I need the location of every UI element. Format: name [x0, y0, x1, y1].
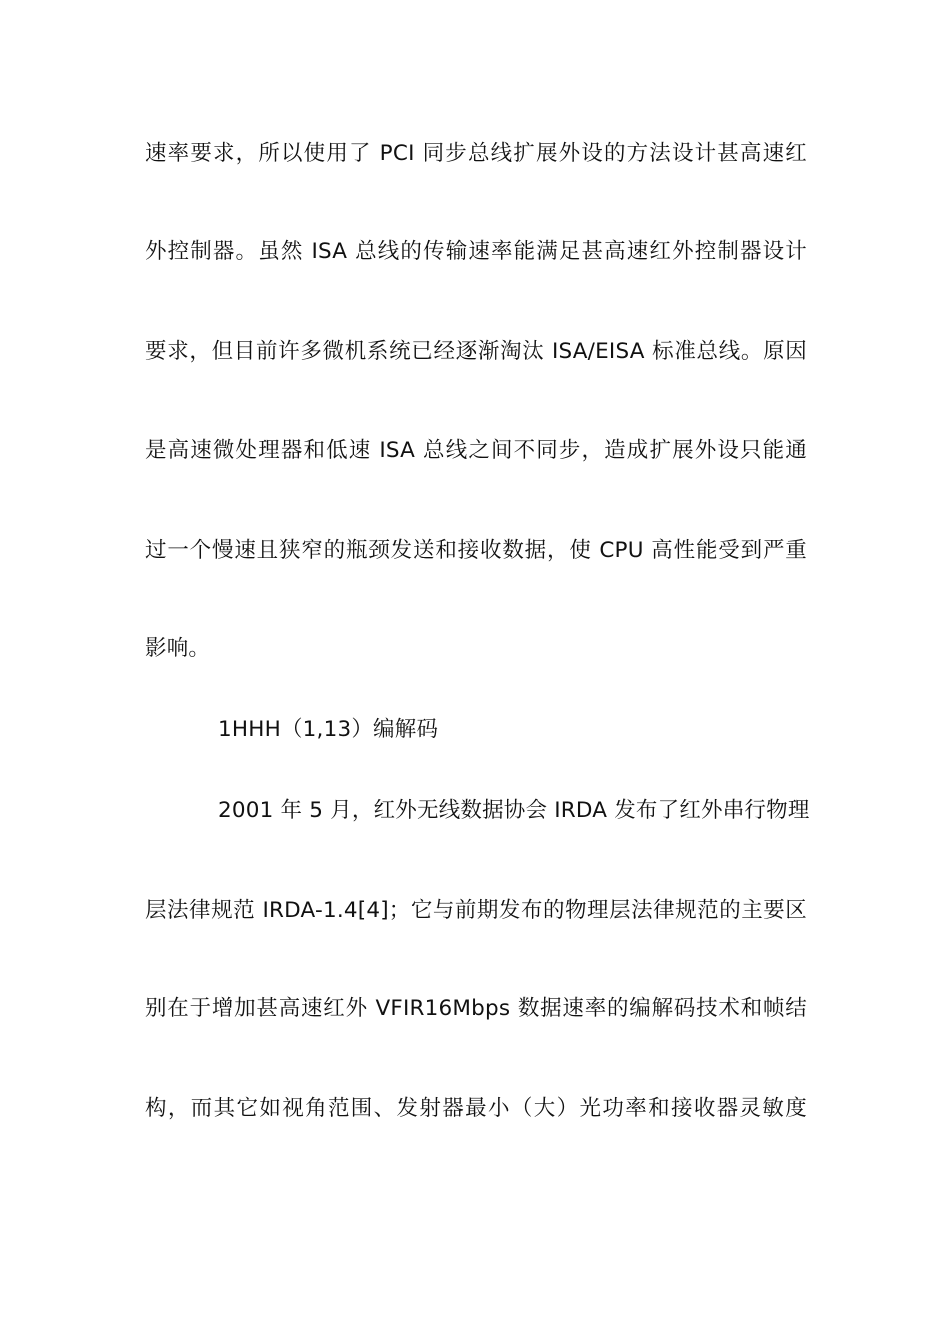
- paragraph-1-line-1: 速率要求，所以使用了 PCI 同步总线扩展外设的方法设计甚高速红: [145, 141, 807, 166]
- paragraph-2-line-2: 层法律规范 IRDA-1.4[4]；它与前期发布的物理层法律规范的主要区: [145, 898, 807, 923]
- paragraph-1-line-3: 要求，但目前许多微机系统已经逐渐淘汰 ISA/EISA 标准总线。原因: [145, 339, 807, 364]
- paragraph-1-line-5: 过一个慢速且狭窄的瓶颈发送和接收数据，使 CPU 高性能受到严重: [145, 538, 807, 563]
- paragraph-2-line-3: 别在于增加甚高速红外 VFIR16Mbps 数据速率的编解码技术和帧结: [145, 996, 807, 1021]
- paragraph-1-line-4: 是高速微处理器和低速 ISA 总线之间不同步，造成扩展外设只能通: [145, 438, 807, 463]
- paragraph-2-line-4: 构，而其它如视角范围、发射器最小（大）光功率和接收器灵敏度: [145, 1096, 807, 1121]
- paragraph-1-line-6: 影响。: [145, 636, 211, 661]
- paragraph-2-line-1: 2001 年 5 月，红外无线数据协会 IRDA 发布了红外串行物理: [218, 798, 810, 823]
- paragraph-1-line-2: 外控制器。虽然 ISA 总线的传输速率能满足甚高速红外控制器设计: [145, 239, 807, 264]
- section-heading: 1HHH（1,13）编解码: [218, 717, 439, 742]
